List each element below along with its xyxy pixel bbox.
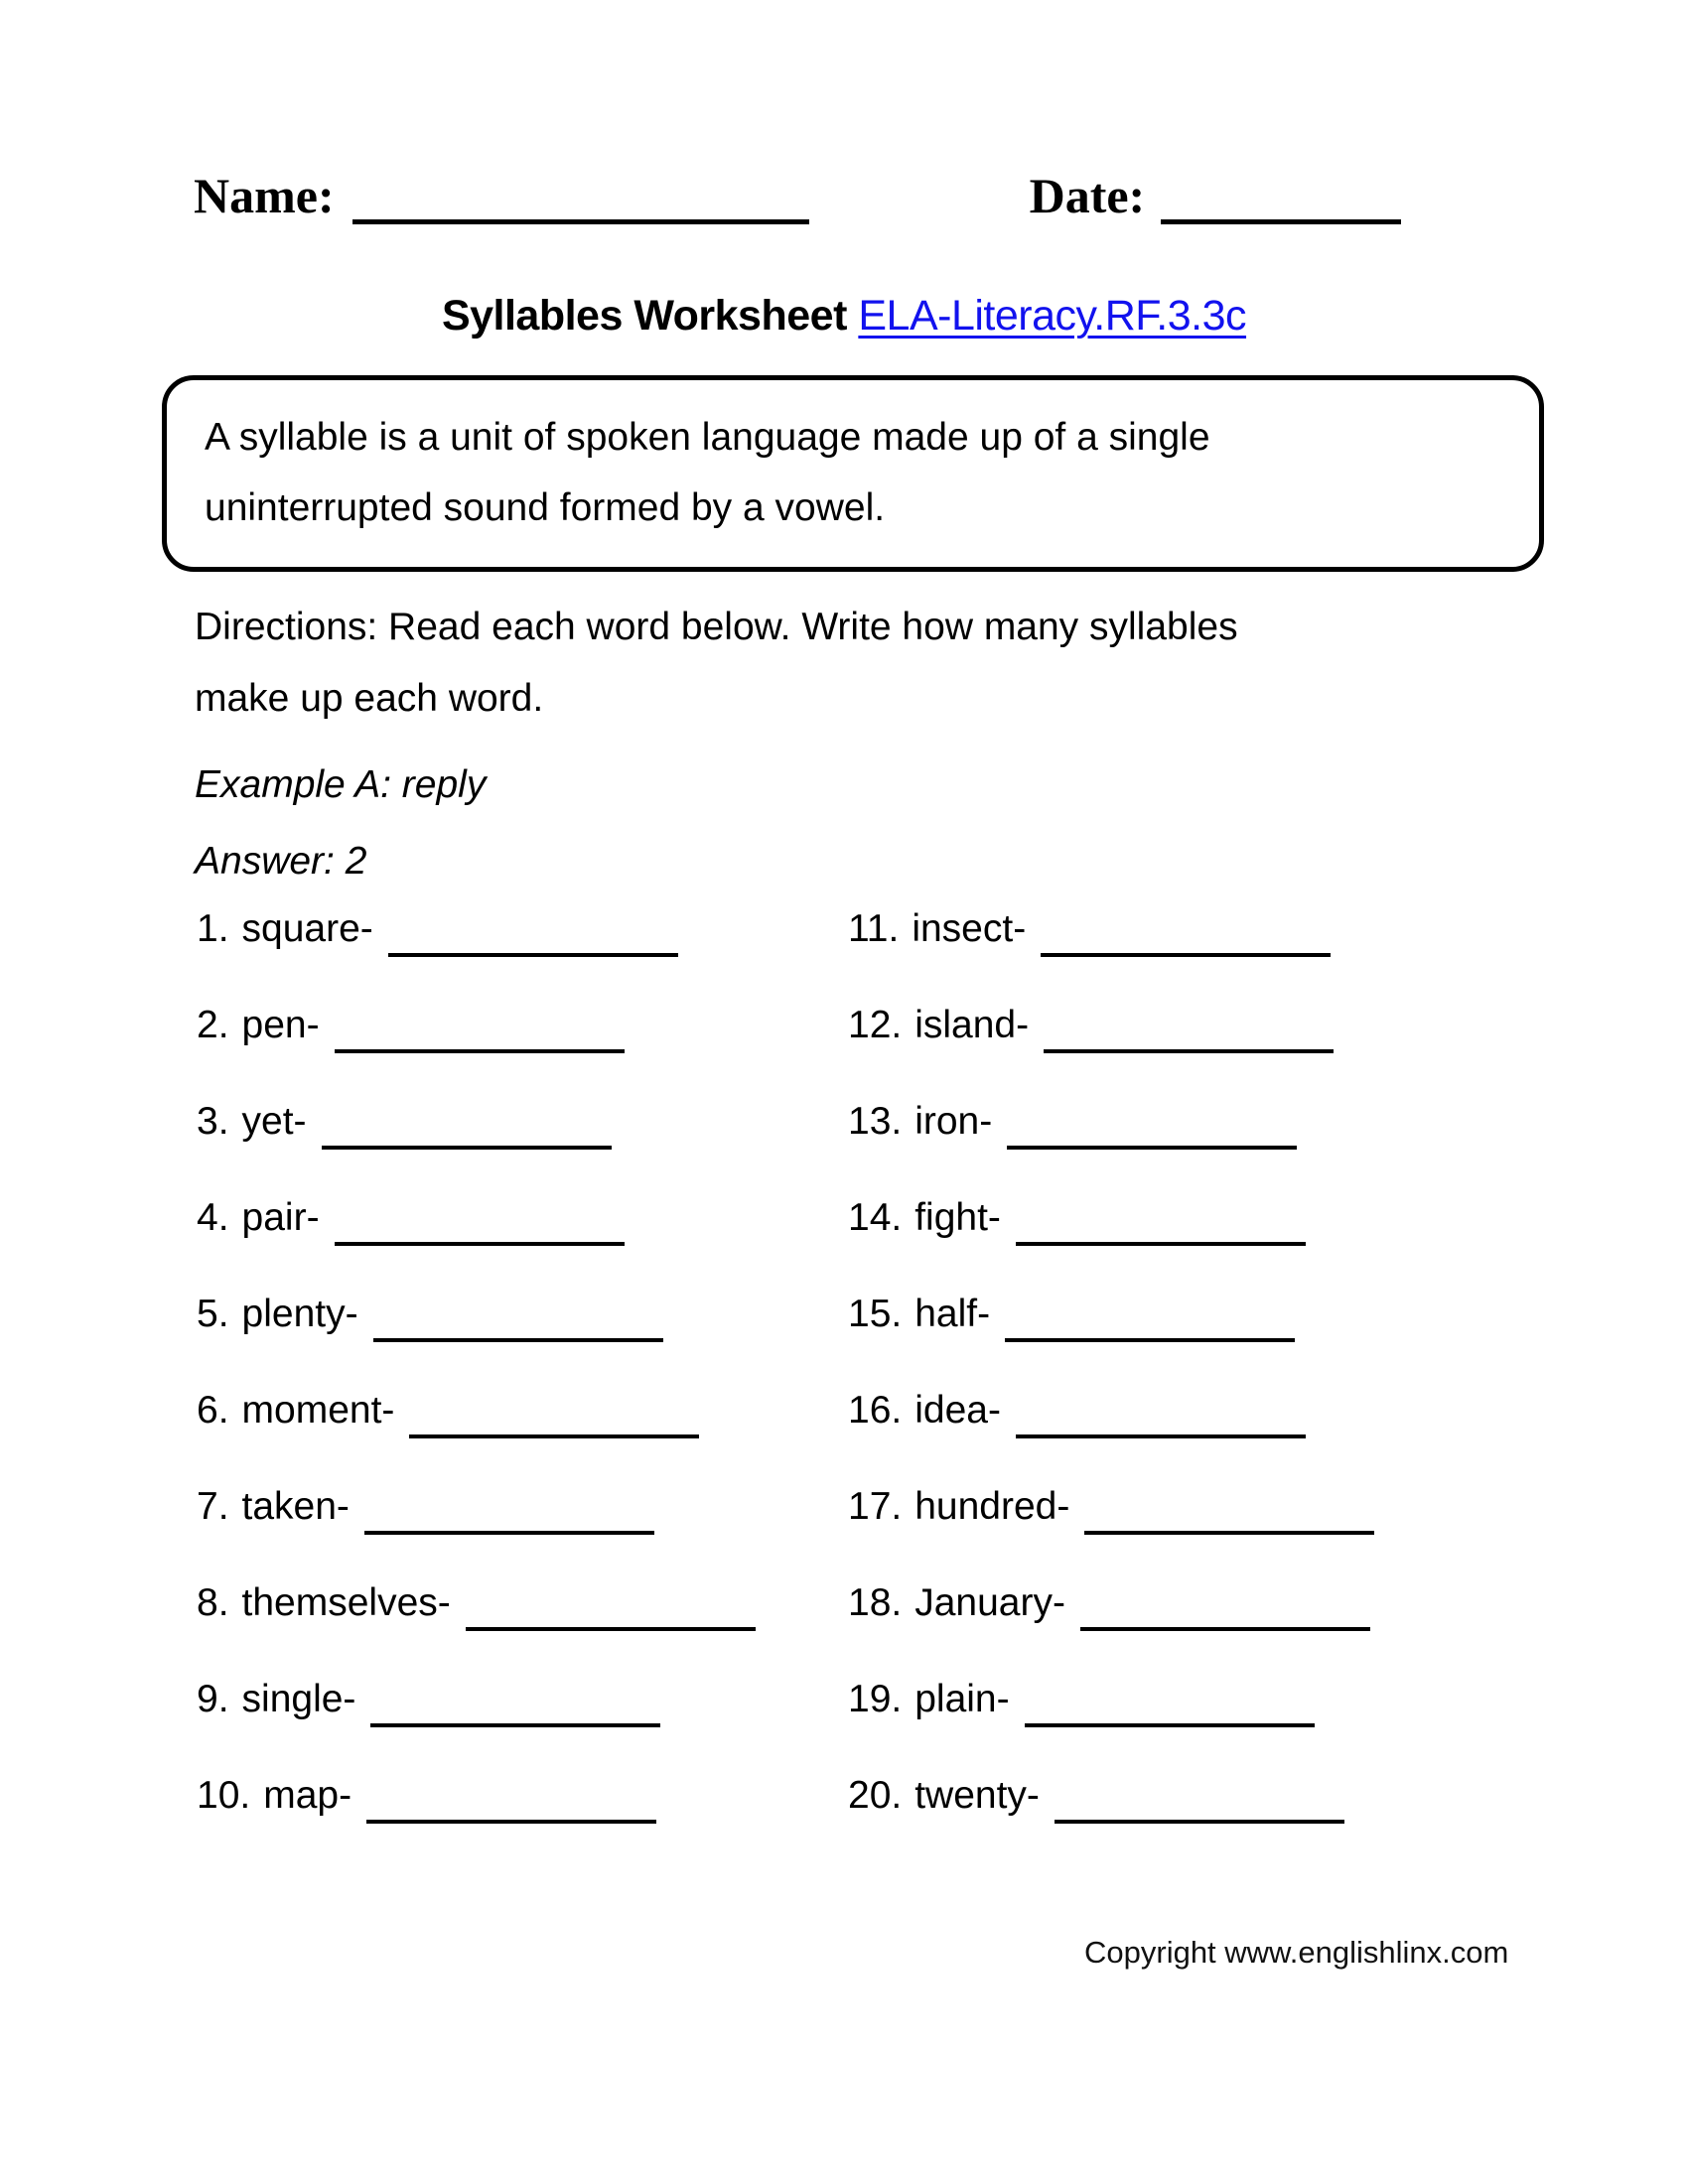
- answer-blank[interactable]: [335, 1196, 625, 1246]
- item-word: pen-: [241, 1004, 320, 1046]
- answer-blank[interactable]: [1055, 1774, 1344, 1824]
- answer-blank[interactable]: [466, 1581, 756, 1631]
- item-number: 19.: [848, 1678, 903, 1720]
- item-word: plain-: [914, 1678, 1010, 1720]
- item-word: taken-: [241, 1485, 350, 1528]
- item-word: map-: [263, 1774, 352, 1817]
- list-item: [197, 1389, 848, 1485]
- answer-blank[interactable]: [322, 1100, 612, 1150]
- answer-blank[interactable]: [1005, 1293, 1295, 1342]
- name-write-blank[interactable]: [352, 169, 809, 224]
- item-word: pair-: [241, 1196, 320, 1239]
- date-write-blank[interactable]: [1161, 169, 1401, 224]
- definition-box: [162, 375, 1544, 572]
- example-word-line: Example A: reply: [195, 763, 487, 806]
- list-item: [197, 1581, 848, 1678]
- item-word: square-: [241, 907, 373, 950]
- item-number: 12.: [848, 1004, 903, 1046]
- answer-blank[interactable]: [1041, 907, 1331, 957]
- answer-blank[interactable]: [388, 907, 678, 957]
- item-word: single-: [241, 1678, 356, 1720]
- name-label: Name:: [194, 168, 335, 223]
- items-column-right: [848, 907, 1374, 1870]
- list-item: [848, 1293, 1374, 1389]
- item-word: moment-: [241, 1389, 395, 1432]
- standard-link[interactable]: ELA-Literacy.RF.3.3c: [858, 292, 1247, 340]
- list-item: [848, 1389, 1374, 1485]
- answer-blank[interactable]: [335, 1004, 625, 1053]
- item-word: twenty-: [914, 1774, 1040, 1817]
- item-word: half-: [914, 1293, 991, 1335]
- item-word: hundred-: [914, 1485, 1070, 1528]
- item-word: iron-: [914, 1100, 993, 1143]
- answer-blank[interactable]: [373, 1293, 663, 1342]
- example-block: [195, 747, 486, 899]
- item-word: plenty-: [241, 1293, 358, 1335]
- list-item: [848, 1196, 1374, 1293]
- list-item: [197, 1196, 848, 1293]
- list-item: [197, 1004, 848, 1100]
- definition-line-1: A syllable is a unit of spoken language made up of a single: [205, 416, 1210, 459]
- list-item: [197, 1774, 848, 1870]
- list-item: [848, 1774, 1374, 1870]
- item-number: 4.: [197, 1196, 229, 1239]
- list-item: [848, 1678, 1374, 1774]
- answer-blank[interactable]: [1044, 1004, 1334, 1053]
- list-item: [848, 1100, 1374, 1196]
- item-number: 11.: [848, 907, 900, 950]
- items-column-left: [197, 907, 848, 1870]
- item-number: 18.: [848, 1581, 903, 1624]
- name-date-row: [194, 167, 1401, 224]
- answer-blank[interactable]: [366, 1774, 656, 1824]
- item-number: 20.: [848, 1774, 903, 1817]
- item-word: January-: [914, 1581, 1065, 1624]
- item-number: 9.: [197, 1678, 229, 1720]
- answer-blank[interactable]: [1007, 1100, 1297, 1150]
- item-word: idea-: [914, 1389, 1001, 1432]
- directions-line-1: Directions: Read each word below. Write how many syllables: [195, 606, 1238, 648]
- item-number: 3.: [197, 1100, 229, 1143]
- directions-line-2: make up each word.: [195, 677, 544, 720]
- answer-blank[interactable]: [1080, 1581, 1370, 1631]
- item-word: fight-: [914, 1196, 1001, 1239]
- answer-blank[interactable]: [1016, 1389, 1306, 1438]
- list-item: [848, 1581, 1374, 1678]
- list-item: [848, 1004, 1374, 1100]
- item-word: insect-: [912, 907, 1027, 950]
- list-item: [197, 1293, 848, 1389]
- definition-line-2: uninterrupted sound formed by a vowel.: [205, 486, 886, 529]
- item-number: 1.: [197, 907, 229, 950]
- item-number: 6.: [197, 1389, 229, 1432]
- item-word: island-: [914, 1004, 1030, 1046]
- worksheet-title: [0, 292, 1688, 341]
- item-number: 2.: [197, 1004, 229, 1046]
- item-number: 13.: [848, 1100, 903, 1143]
- item-number: 8.: [197, 1581, 229, 1624]
- item-number: 14.: [848, 1196, 903, 1239]
- item-word: yet-: [241, 1100, 307, 1143]
- example-answer-line: Answer: 2: [195, 840, 367, 883]
- item-word: themselves-: [241, 1581, 451, 1624]
- answer-blank[interactable]: [1016, 1196, 1306, 1246]
- answer-blank[interactable]: [370, 1678, 660, 1727]
- worksheet-title-text: Syllables Worksheet: [441, 292, 847, 340]
- list-item: [197, 1678, 848, 1774]
- copyright-text: Copyright www.englishlinx.com: [1084, 1935, 1509, 1970]
- answer-blank[interactable]: [409, 1389, 699, 1438]
- answer-blank[interactable]: [1084, 1485, 1374, 1535]
- item-number: 17.: [848, 1485, 903, 1528]
- list-item: [197, 907, 848, 1004]
- directions-text: [195, 592, 1238, 735]
- list-item: [197, 1100, 848, 1196]
- item-number: 10.: [197, 1774, 251, 1817]
- list-item: [848, 1485, 1374, 1581]
- item-number: 16.: [848, 1389, 903, 1432]
- answer-blank[interactable]: [1025, 1678, 1315, 1727]
- list-item: [197, 1485, 848, 1581]
- item-number: 15.: [848, 1293, 903, 1335]
- answer-blank[interactable]: [364, 1485, 654, 1535]
- date-label: Date:: [1029, 168, 1146, 223]
- item-number: 5.: [197, 1293, 229, 1335]
- list-item: [848, 907, 1374, 1004]
- item-number: 7.: [197, 1485, 229, 1528]
- word-list: [197, 907, 1374, 1870]
